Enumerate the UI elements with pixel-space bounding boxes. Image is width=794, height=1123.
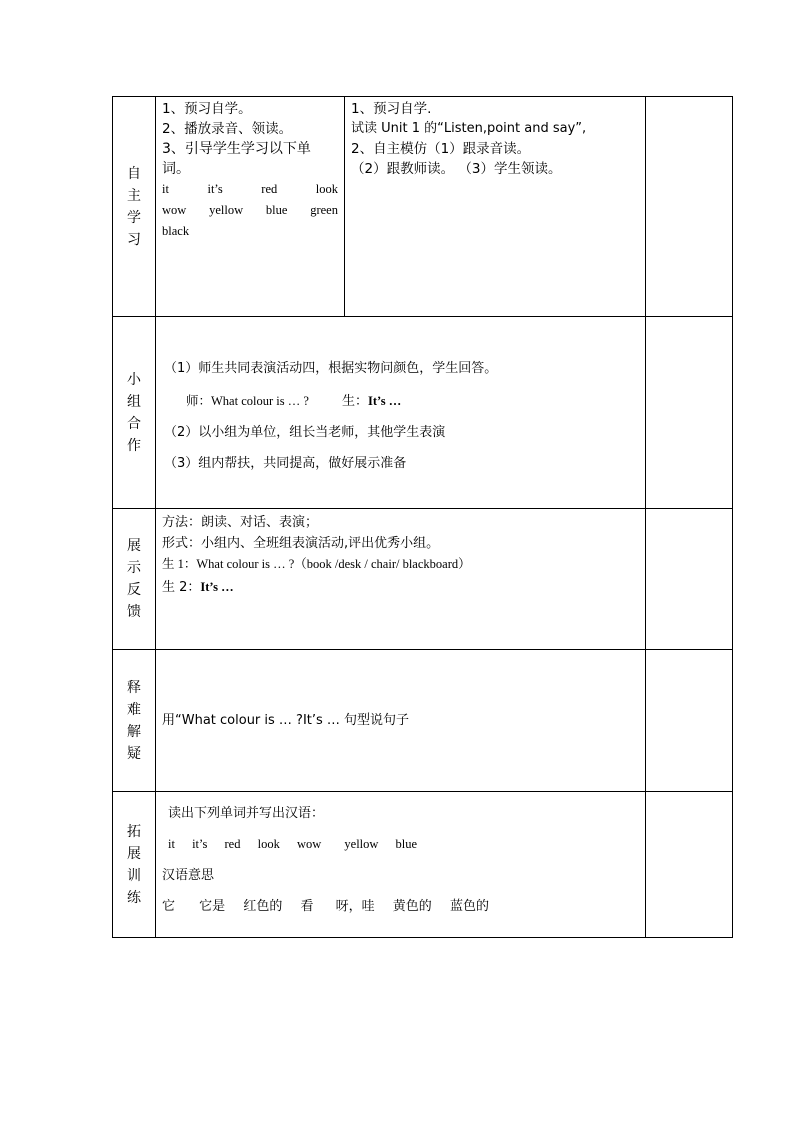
teacher-question: 师：What colour is … ? — [186, 394, 309, 408]
teacher-line-2: 2、播放录音、领读。 — [162, 121, 293, 137]
student-answer: It’s … — [368, 394, 402, 408]
label-char: 小 — [127, 371, 141, 388]
label-char: 解 — [127, 723, 141, 740]
label-char: 展 — [127, 845, 141, 862]
meaning: 看 — [300, 899, 314, 914]
extension-line-3: 汉语意思 — [162, 868, 215, 883]
student-2-prefix: 生 2： — [162, 580, 201, 595]
student-2-answer: It’s … — [200, 580, 234, 594]
notes-cell — [646, 650, 733, 792]
teacher-line-3a: 3、引导学生学习以下单 — [162, 141, 311, 157]
group-line-3: （2）以小组为单位，组长当老师，其他学生表演 — [164, 425, 446, 440]
notes-cell — [646, 317, 733, 509]
label-char: 作 — [127, 437, 141, 454]
row-extension — [113, 792, 733, 938]
extension-meanings — [162, 891, 639, 922]
meaning: 它是 — [199, 899, 226, 914]
student-line-2: 试读 Unit 1 的“Listen,point and say”, — [351, 121, 587, 136]
notes-cell — [646, 509, 733, 650]
notes-cell — [646, 97, 733, 317]
group-line-1: （1）师生共同表演活动四，根据实物问颜色，学生回答。 — [164, 361, 498, 376]
feedback-line-4 — [162, 575, 639, 598]
label-extension — [113, 792, 156, 938]
difficulty-line-1: 用“What colour is … ?It’s … 句型说句子 — [162, 712, 410, 728]
word: look — [315, 182, 338, 196]
label-feedback — [113, 509, 156, 650]
group-line-2 — [164, 384, 639, 417]
label-char: 合 — [127, 415, 141, 432]
meaning: 它 — [162, 899, 176, 914]
label-char: 训 — [127, 867, 141, 884]
word: it’s — [207, 182, 223, 196]
label-char: 自 — [127, 165, 141, 182]
label-char: 练 — [127, 889, 141, 906]
feedback-content — [156, 509, 646, 650]
label-char: 组 — [127, 393, 141, 410]
word-row-1 — [162, 179, 338, 200]
difficulty-content — [156, 650, 646, 792]
word: yellow — [209, 203, 244, 217]
label-char: 拓 — [127, 823, 141, 840]
label-char: 学 — [127, 209, 141, 226]
extension-content — [156, 792, 646, 938]
student-line-3: 2、自主模仿（1）跟录音读。 — [351, 141, 531, 157]
label-char: 馈 — [127, 604, 141, 620]
word: green — [310, 203, 338, 217]
extension-words — [162, 829, 639, 860]
teacher-line-1: 1、预习自学。 — [162, 101, 252, 117]
label-char: 主 — [127, 187, 141, 204]
meaning: 呀，哇 — [335, 899, 375, 914]
student-line-4: （2）跟教师读。 （3）学生领读。 — [351, 161, 562, 177]
feedback-line-2: 形式：小组内、全班组表演活动,评出优秀小组。 — [162, 536, 440, 551]
word-row-2 — [162, 200, 338, 221]
label-char: 释 — [127, 679, 141, 696]
feedback-line-3: 生 1：What colour is … ?（book /desk / chair/ blackboard） — [162, 557, 471, 571]
row-self-study — [113, 97, 733, 317]
word: wow — [296, 837, 322, 851]
label-difficulty — [113, 650, 156, 792]
label-group-work — [113, 317, 156, 509]
word: look — [257, 837, 280, 851]
label-char: 反 — [127, 582, 141, 598]
word-row-3: black — [162, 224, 190, 238]
word: it — [168, 837, 175, 851]
row-feedback — [113, 509, 733, 650]
word: blue — [395, 837, 418, 851]
label-char: 展 — [127, 538, 141, 554]
teacher-line-3b: 词。 — [162, 161, 190, 177]
label-char: 习 — [127, 231, 141, 248]
meaning: 黄色的 — [392, 899, 432, 914]
group-line-4: （3）组内帮扶，共同提高，做好展示准备 — [164, 456, 407, 471]
student-prefix: 生： — [341, 394, 368, 409]
label-char: 疑 — [127, 745, 141, 762]
student-activity-cell — [345, 97, 646, 317]
row-difficulty — [113, 650, 733, 792]
word: it’s — [192, 837, 208, 851]
word: it — [162, 182, 169, 196]
word: yellow — [344, 837, 379, 851]
student-line-1: 1、预习自学. — [351, 101, 432, 117]
feedback-line-1: 方法：朗读、对话、表演； — [162, 515, 319, 530]
word: red — [224, 837, 241, 851]
label-char: 示 — [127, 560, 141, 576]
lesson-plan-table — [112, 96, 733, 938]
label-self-study — [113, 97, 156, 317]
row-group-work — [113, 317, 733, 509]
group-work-content — [156, 317, 646, 509]
teacher-activity-cell — [156, 97, 345, 317]
word: blue — [265, 203, 288, 217]
extension-line-1: 读出下列单词并写出汉语： — [168, 806, 325, 821]
label-char: 难 — [127, 701, 141, 718]
notes-cell — [646, 792, 733, 938]
word: wow — [162, 203, 187, 217]
meaning: 红色的 — [243, 899, 283, 914]
word: red — [261, 182, 278, 196]
meaning: 蓝色的 — [449, 899, 489, 914]
